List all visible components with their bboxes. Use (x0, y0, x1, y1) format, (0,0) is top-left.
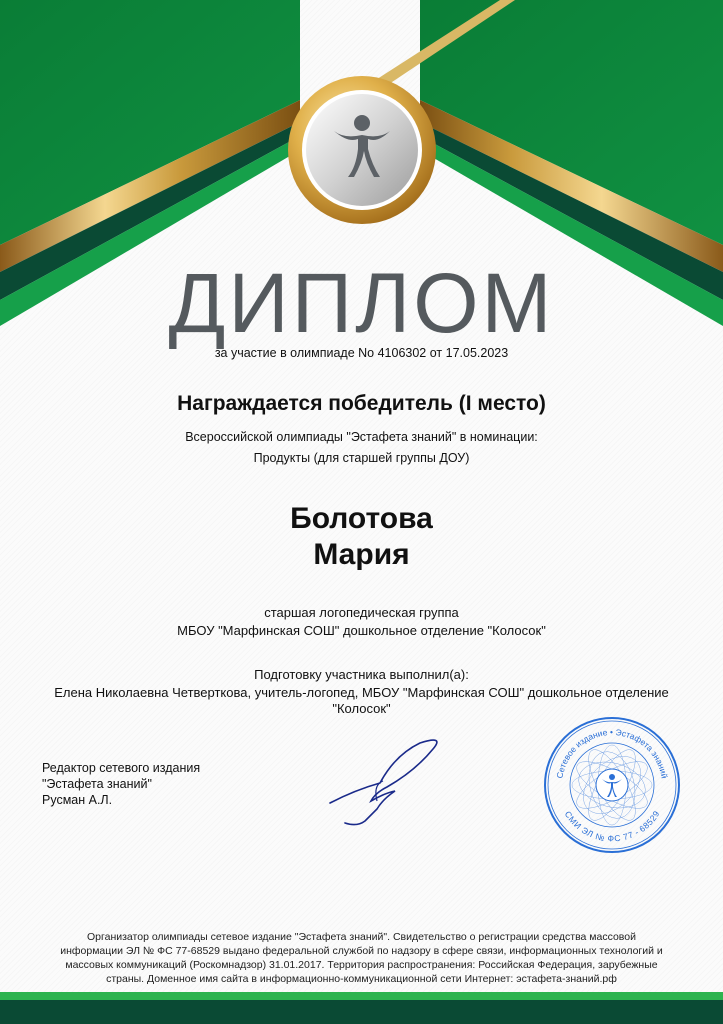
editor-line-2: "Эстафета знаний" (42, 777, 152, 791)
svg-text:СМИ ЭЛ № ФС 77 - 68529 (563, 809, 662, 843)
signature (325, 735, 445, 830)
medal-emblem (272, 75, 452, 225)
recipient-school: МБОУ "Марфинская СОШ" дошкольное отделение "Колосок" (177, 623, 546, 638)
preparer-label: Подготовку участника выполнил(а): (254, 667, 469, 682)
editor-block (42, 760, 200, 808)
bottom-dark-band (0, 1000, 723, 1024)
preparer-line-2: "Колосок" (332, 701, 391, 716)
diploma-title: ДИПЛОМ (168, 256, 555, 350)
award-heading: Награждается победитель (I место) (177, 392, 546, 415)
publication-stamp (542, 715, 682, 855)
footer-text (60, 930, 663, 986)
olympiad-line: Всероссийской олимпиады "Эстафета знаний" в номинации: (185, 430, 538, 444)
preparer-line-1: Елена Николаевна Четверткова, учитель-логопед, МБОУ "Марфинская СОШ" дошкольное отделение (54, 685, 669, 700)
stamp-top-text: Сетевое издание • Эстафета знаний (554, 727, 670, 780)
olympiad-subtitle: за участие в олимпиаде No 4106302 от 17.05.2023 (214, 346, 509, 360)
footer-line-4: страны. Доменное имя сайта в информационно-коммуникационной сети Интернет: эстафета-знаний.рф (106, 973, 617, 985)
recipient-first-name: Мария (313, 538, 410, 571)
footer-line-2: информации ЭЛ № ФС 77-68529 выдано федеральной службой по надзору в сфере связи, информационных технологий и (60, 945, 663, 957)
nomination: Продукты (для старшей группы ДОУ) (253, 451, 470, 465)
recipient-group: старшая логопедическая группа (264, 605, 459, 620)
footer-line-3: массовых коммуникаций (Роскомнадзор) 31.01.2017. Территория распространения: Российская Федерация, зарубежные (65, 959, 658, 971)
editor-line-3: Русман А.Л. (42, 793, 113, 807)
bottom-light-band (0, 992, 723, 1000)
recipient-surname: Болотова (290, 502, 433, 535)
editor-line-1: Редактор сетевого издания (42, 761, 201, 775)
stamp-bottom-text: СМИ ЭЛ № ФС 77 - 68529 (562, 809, 662, 844)
footer-line-1: Организатор олимпиады сетевое издание "Эстафета знаний". Свидетельство о регистрации средства массовой (87, 931, 636, 943)
